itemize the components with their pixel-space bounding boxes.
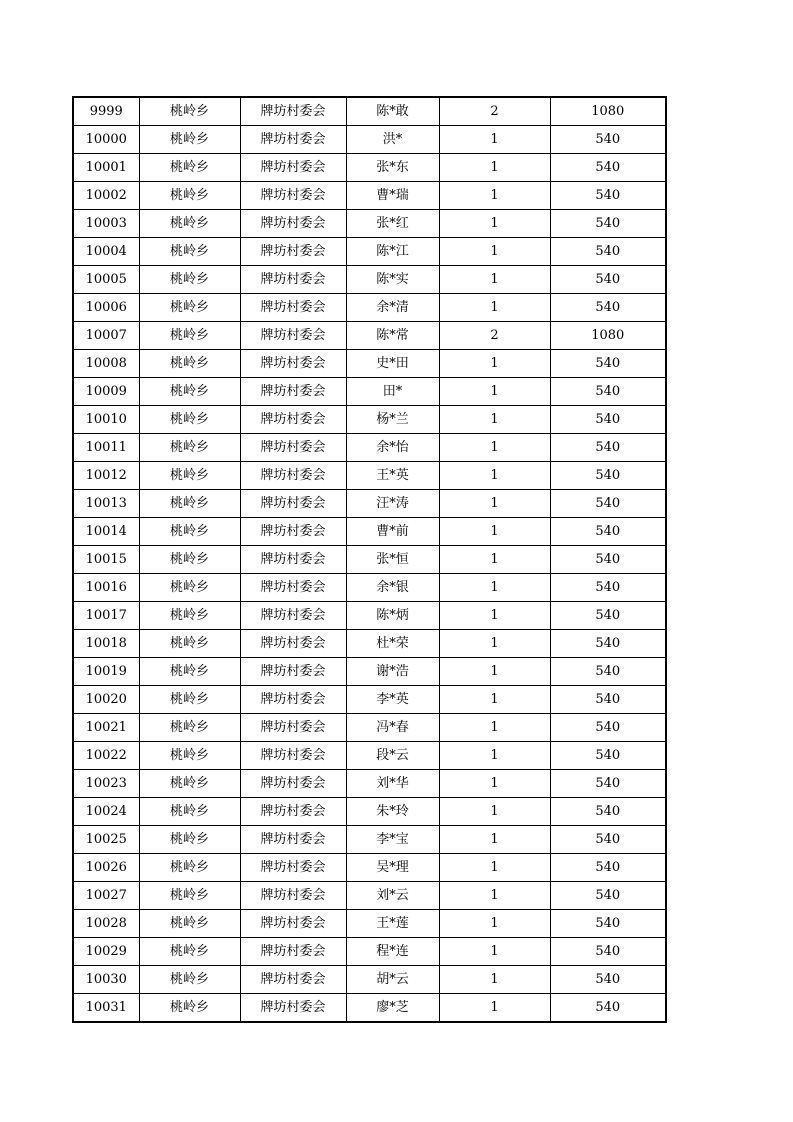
cell-person-name: 陈*实 xyxy=(346,266,439,294)
cell-serial-number: 10012 xyxy=(73,462,139,490)
cell-township: 桃岭乡 xyxy=(139,966,240,994)
cell-amount: 540 xyxy=(550,462,666,490)
cell-person-name: 刘*华 xyxy=(346,770,439,798)
table-row xyxy=(73,882,666,910)
table-row xyxy=(73,238,666,266)
roster-table-body xyxy=(73,97,666,1022)
table-row xyxy=(73,994,666,1023)
cell-village-committee: 牌坊村委会 xyxy=(240,686,346,714)
cell-serial-number: 10029 xyxy=(73,938,139,966)
cell-serial-number: 10011 xyxy=(73,434,139,462)
cell-person-name: 刘*云 xyxy=(346,882,439,910)
cell-serial-number: 10022 xyxy=(73,742,139,770)
cell-amount: 540 xyxy=(550,798,666,826)
cell-person-name: 史*田 xyxy=(346,350,439,378)
cell-serial-number: 10004 xyxy=(73,238,139,266)
table-row xyxy=(73,630,666,658)
cell-serial-number: 10007 xyxy=(73,322,139,350)
cell-village-committee: 牌坊村委会 xyxy=(240,658,346,686)
cell-amount: 540 xyxy=(550,714,666,742)
cell-amount: 540 xyxy=(550,994,666,1023)
cell-village-committee: 牌坊村委会 xyxy=(240,434,346,462)
cell-person-count: 1 xyxy=(439,126,550,154)
table-row xyxy=(73,658,666,686)
cell-person-name: 王*莲 xyxy=(346,910,439,938)
cell-person-count: 1 xyxy=(439,434,550,462)
table-row xyxy=(73,854,666,882)
table-row xyxy=(73,266,666,294)
cell-person-count: 1 xyxy=(439,518,550,546)
cell-village-committee: 牌坊村委会 xyxy=(240,798,346,826)
cell-person-name: 曹*前 xyxy=(346,518,439,546)
table-row xyxy=(73,434,666,462)
table-row xyxy=(73,154,666,182)
table-row xyxy=(73,518,666,546)
cell-township: 桃岭乡 xyxy=(139,154,240,182)
cell-village-committee: 牌坊村委会 xyxy=(240,97,346,126)
cell-village-committee: 牌坊村委会 xyxy=(240,462,346,490)
cell-serial-number: 10028 xyxy=(73,910,139,938)
cell-village-committee: 牌坊村委会 xyxy=(240,742,346,770)
cell-person-name: 程*连 xyxy=(346,938,439,966)
cell-village-committee: 牌坊村委会 xyxy=(240,854,346,882)
cell-serial-number: 10013 xyxy=(73,490,139,518)
cell-serial-number: 10026 xyxy=(73,854,139,882)
cell-township: 桃岭乡 xyxy=(139,574,240,602)
cell-person-name: 廖*芝 xyxy=(346,994,439,1023)
cell-township: 桃岭乡 xyxy=(139,882,240,910)
cell-village-committee: 牌坊村委会 xyxy=(240,406,346,434)
cell-person-count: 1 xyxy=(439,154,550,182)
cell-serial-number: 10017 xyxy=(73,602,139,630)
cell-village-committee: 牌坊村委会 xyxy=(240,910,346,938)
cell-person-count: 1 xyxy=(439,826,550,854)
cell-township: 桃岭乡 xyxy=(139,910,240,938)
cell-person-name: 余*清 xyxy=(346,294,439,322)
cell-amount: 540 xyxy=(550,350,666,378)
table-row xyxy=(73,742,666,770)
cell-serial-number: 9999 xyxy=(73,97,139,126)
cell-township: 桃岭乡 xyxy=(139,798,240,826)
cell-serial-number: 10009 xyxy=(73,378,139,406)
cell-amount: 540 xyxy=(550,938,666,966)
cell-person-name: 李*宝 xyxy=(346,826,439,854)
cell-serial-number: 10016 xyxy=(73,574,139,602)
cell-person-count: 1 xyxy=(439,210,550,238)
cell-person-name: 张*恒 xyxy=(346,546,439,574)
table-row xyxy=(73,602,666,630)
cell-village-committee: 牌坊村委会 xyxy=(240,490,346,518)
cell-amount: 540 xyxy=(550,490,666,518)
cell-township: 桃岭乡 xyxy=(139,602,240,630)
cell-amount: 540 xyxy=(550,742,666,770)
cell-serial-number: 10025 xyxy=(73,826,139,854)
cell-serial-number: 10024 xyxy=(73,798,139,826)
cell-person-name: 张*红 xyxy=(346,210,439,238)
cell-township: 桃岭乡 xyxy=(139,518,240,546)
cell-village-committee: 牌坊村委会 xyxy=(240,966,346,994)
cell-village-committee: 牌坊村委会 xyxy=(240,238,346,266)
table-row xyxy=(73,378,666,406)
cell-serial-number: 10031 xyxy=(73,994,139,1023)
cell-amount: 540 xyxy=(550,238,666,266)
cell-serial-number: 10006 xyxy=(73,294,139,322)
cell-village-committee: 牌坊村委会 xyxy=(240,770,346,798)
cell-township: 桃岭乡 xyxy=(139,994,240,1023)
cell-village-committee: 牌坊村委会 xyxy=(240,210,346,238)
cell-person-count: 1 xyxy=(439,686,550,714)
cell-amount: 1080 xyxy=(550,322,666,350)
cell-person-name: 朱*玲 xyxy=(346,798,439,826)
cell-serial-number: 10019 xyxy=(73,658,139,686)
cell-serial-number: 10001 xyxy=(73,154,139,182)
cell-person-name: 陈*敢 xyxy=(346,97,439,126)
cell-township: 桃岭乡 xyxy=(139,434,240,462)
cell-person-name: 胡*云 xyxy=(346,966,439,994)
cell-serial-number: 10015 xyxy=(73,546,139,574)
cell-person-count: 1 xyxy=(439,378,550,406)
cell-amount: 1080 xyxy=(550,97,666,126)
cell-village-committee: 牌坊村委会 xyxy=(240,882,346,910)
cell-amount: 540 xyxy=(550,882,666,910)
cell-village-committee: 牌坊村委会 xyxy=(240,602,346,630)
cell-village-committee: 牌坊村委会 xyxy=(240,322,346,350)
table-row xyxy=(73,714,666,742)
cell-person-count: 1 xyxy=(439,994,550,1023)
cell-village-committee: 牌坊村委会 xyxy=(240,574,346,602)
cell-person-name: 洪* xyxy=(346,126,439,154)
cell-amount: 540 xyxy=(550,630,666,658)
cell-serial-number: 10003 xyxy=(73,210,139,238)
table-row xyxy=(73,826,666,854)
cell-person-name: 杜*荣 xyxy=(346,630,439,658)
cell-person-count: 1 xyxy=(439,910,550,938)
cell-township: 桃岭乡 xyxy=(139,490,240,518)
cell-village-committee: 牌坊村委会 xyxy=(240,266,346,294)
cell-township: 桃岭乡 xyxy=(139,546,240,574)
cell-serial-number: 10010 xyxy=(73,406,139,434)
cell-person-name: 曹*瑞 xyxy=(346,182,439,210)
cell-amount: 540 xyxy=(550,546,666,574)
cell-township: 桃岭乡 xyxy=(139,658,240,686)
cell-township: 桃岭乡 xyxy=(139,854,240,882)
cell-serial-number: 10018 xyxy=(73,630,139,658)
roster-table xyxy=(72,96,667,1023)
cell-township: 桃岭乡 xyxy=(139,714,240,742)
cell-person-count: 1 xyxy=(439,294,550,322)
cell-person-count: 1 xyxy=(439,966,550,994)
table-row xyxy=(73,406,666,434)
cell-person-name: 张*东 xyxy=(346,154,439,182)
cell-township: 桃岭乡 xyxy=(139,210,240,238)
cell-person-name: 段*云 xyxy=(346,742,439,770)
cell-person-count: 1 xyxy=(439,462,550,490)
table-row xyxy=(73,966,666,994)
cell-person-name: 李*英 xyxy=(346,686,439,714)
cell-amount: 540 xyxy=(550,658,666,686)
table-row xyxy=(73,574,666,602)
cell-amount: 540 xyxy=(550,910,666,938)
cell-serial-number: 10008 xyxy=(73,350,139,378)
cell-township: 桃岭乡 xyxy=(139,686,240,714)
cell-township: 桃岭乡 xyxy=(139,97,240,126)
cell-person-count: 2 xyxy=(439,322,550,350)
cell-amount: 540 xyxy=(550,966,666,994)
table-row xyxy=(73,462,666,490)
cell-person-name: 谢*浩 xyxy=(346,658,439,686)
cell-township: 桃岭乡 xyxy=(139,126,240,154)
cell-serial-number: 10002 xyxy=(73,182,139,210)
cell-village-committee: 牌坊村委会 xyxy=(240,714,346,742)
cell-amount: 540 xyxy=(550,378,666,406)
cell-person-name: 余*怡 xyxy=(346,434,439,462)
cell-person-count: 1 xyxy=(439,630,550,658)
cell-serial-number: 10021 xyxy=(73,714,139,742)
cell-amount: 540 xyxy=(550,266,666,294)
cell-township: 桃岭乡 xyxy=(139,742,240,770)
table-row xyxy=(73,490,666,518)
cell-amount: 540 xyxy=(550,126,666,154)
table-row xyxy=(73,210,666,238)
cell-township: 桃岭乡 xyxy=(139,294,240,322)
cell-township: 桃岭乡 xyxy=(139,350,240,378)
cell-village-committee: 牌坊村委会 xyxy=(240,294,346,322)
cell-amount: 540 xyxy=(550,294,666,322)
table-row xyxy=(73,126,666,154)
cell-person-name: 杨*兰 xyxy=(346,406,439,434)
cell-village-committee: 牌坊村委会 xyxy=(240,518,346,546)
cell-person-count: 1 xyxy=(439,602,550,630)
cell-township: 桃岭乡 xyxy=(139,770,240,798)
cell-serial-number: 10027 xyxy=(73,882,139,910)
cell-township: 桃岭乡 xyxy=(139,266,240,294)
cell-person-name: 王*英 xyxy=(346,462,439,490)
table-row xyxy=(73,294,666,322)
cell-amount: 540 xyxy=(550,406,666,434)
table-row xyxy=(73,798,666,826)
cell-person-name: 陈*常 xyxy=(346,322,439,350)
cell-person-count: 2 xyxy=(439,97,550,126)
cell-amount: 540 xyxy=(550,434,666,462)
cell-person-count: 1 xyxy=(439,938,550,966)
cell-person-count: 1 xyxy=(439,490,550,518)
cell-serial-number: 10000 xyxy=(73,126,139,154)
cell-serial-number: 10014 xyxy=(73,518,139,546)
cell-serial-number: 10005 xyxy=(73,266,139,294)
cell-person-count: 1 xyxy=(439,574,550,602)
cell-person-name: 吴*理 xyxy=(346,854,439,882)
cell-amount: 540 xyxy=(550,182,666,210)
table-row xyxy=(73,97,666,126)
cell-amount: 540 xyxy=(550,210,666,238)
cell-township: 桃岭乡 xyxy=(139,462,240,490)
cell-amount: 540 xyxy=(550,686,666,714)
cell-village-committee: 牌坊村委会 xyxy=(240,154,346,182)
cell-serial-number: 10020 xyxy=(73,686,139,714)
cell-person-count: 1 xyxy=(439,350,550,378)
cell-serial-number: 10023 xyxy=(73,770,139,798)
cell-person-name: 汪*涛 xyxy=(346,490,439,518)
table-row xyxy=(73,322,666,350)
table-row xyxy=(73,910,666,938)
cell-village-committee: 牌坊村委会 xyxy=(240,994,346,1023)
cell-person-count: 1 xyxy=(439,238,550,266)
cell-village-committee: 牌坊村委会 xyxy=(240,126,346,154)
cell-township: 桃岭乡 xyxy=(139,322,240,350)
cell-village-committee: 牌坊村委会 xyxy=(240,826,346,854)
cell-township: 桃岭乡 xyxy=(139,938,240,966)
cell-person-count: 1 xyxy=(439,182,550,210)
cell-village-committee: 牌坊村委会 xyxy=(240,938,346,966)
cell-person-count: 1 xyxy=(439,658,550,686)
table-row xyxy=(73,938,666,966)
cell-township: 桃岭乡 xyxy=(139,378,240,406)
cell-amount: 540 xyxy=(550,518,666,546)
cell-person-count: 1 xyxy=(439,546,550,574)
cell-village-committee: 牌坊村委会 xyxy=(240,546,346,574)
cell-amount: 540 xyxy=(550,770,666,798)
cell-township: 桃岭乡 xyxy=(139,182,240,210)
cell-serial-number: 10030 xyxy=(73,966,139,994)
table-row xyxy=(73,182,666,210)
cell-amount: 540 xyxy=(550,854,666,882)
cell-person-count: 1 xyxy=(439,882,550,910)
cell-township: 桃岭乡 xyxy=(139,406,240,434)
cell-person-name: 冯*春 xyxy=(346,714,439,742)
cell-person-name: 陈*炳 xyxy=(346,602,439,630)
table-row xyxy=(73,546,666,574)
cell-amount: 540 xyxy=(550,602,666,630)
cell-person-count: 1 xyxy=(439,854,550,882)
cell-person-count: 1 xyxy=(439,770,550,798)
cell-township: 桃岭乡 xyxy=(139,238,240,266)
cell-person-count: 1 xyxy=(439,266,550,294)
cell-amount: 540 xyxy=(550,826,666,854)
cell-person-count: 1 xyxy=(439,714,550,742)
cell-village-committee: 牌坊村委会 xyxy=(240,350,346,378)
cell-amount: 540 xyxy=(550,574,666,602)
cell-township: 桃岭乡 xyxy=(139,630,240,658)
table-row xyxy=(73,686,666,714)
cell-person-count: 1 xyxy=(439,798,550,826)
cell-village-committee: 牌坊村委会 xyxy=(240,630,346,658)
cell-person-name: 陈*江 xyxy=(346,238,439,266)
cell-person-name: 田* xyxy=(346,378,439,406)
cell-township: 桃岭乡 xyxy=(139,826,240,854)
cell-village-committee: 牌坊村委会 xyxy=(240,182,346,210)
cell-village-committee: 牌坊村委会 xyxy=(240,378,346,406)
table-row xyxy=(73,350,666,378)
cell-person-name: 余*银 xyxy=(346,574,439,602)
table-row xyxy=(73,770,666,798)
cell-amount: 540 xyxy=(550,154,666,182)
cell-person-count: 1 xyxy=(439,406,550,434)
cell-person-count: 1 xyxy=(439,742,550,770)
